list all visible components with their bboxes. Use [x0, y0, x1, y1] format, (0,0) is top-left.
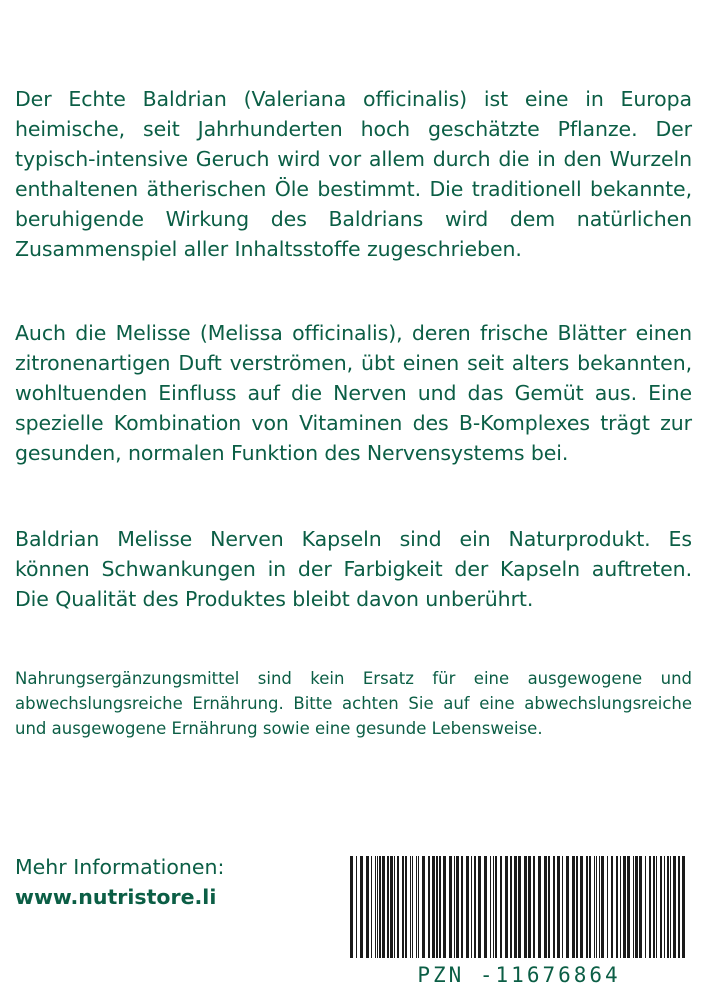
barcode-bar [576, 856, 578, 958]
melisse-paragraph: Auch die Melisse (Melissa officinalis), deren frische Blätter einen zitronenartigen Duft verströmen, übt einen seit alters bekannten, wohltuenden Einfluss auf die Nerven und das Gemüt aus. Eine spezielle Kombination von Vitaminen des B-Komplexes trägt zur gesunden, normalen Funktion des Nervensystems bei. [15, 321, 692, 465]
barcode-bar [474, 856, 476, 958]
barcode-bar [432, 856, 435, 958]
barcode-bar [566, 856, 569, 958]
barcode-bar [514, 856, 517, 958]
barcode-bar [478, 856, 481, 958]
barcode-bar [350, 856, 353, 958]
barcode-bar [635, 856, 638, 958]
barcode-bar [645, 856, 646, 958]
barcode-bar [493, 856, 494, 958]
website-link[interactable]: www.nutristore.li [15, 885, 217, 909]
barcode-bar [518, 856, 521, 958]
barcode-bar [670, 856, 671, 958]
barcode-bar [611, 856, 613, 958]
barcode-bar [553, 856, 555, 958]
barcode-bar [660, 856, 662, 958]
barcode-bar [656, 856, 657, 958]
barcode-bar [667, 856, 669, 958]
barcode-bar [557, 856, 560, 958]
barcode-bar [601, 856, 604, 958]
barcode-bar [375, 856, 376, 958]
barcode-bar [653, 856, 655, 958]
barcode-bar [533, 856, 535, 958]
barcode-bar [505, 856, 508, 958]
barcode-bar [510, 856, 512, 958]
baldrian-paragraph: Der Echte Baldrian (Valeriana officinalis) ist eine in Europa heimische, seit Jahrhunderten hoch geschätzte Pflanze. Der typisch-intensive Geruch wird vor allem durch die in den Wurzeln enthaltenen ätherischen Öle bestimmt. Die traditionell bekannte, beruhigende Wirkung des Baldrians wird dem natürlichen Zusammenspiel aller Inhaltsstoffe zugeschrieben. [15, 87, 692, 261]
barcode-bar [436, 856, 438, 958]
barcode-bar [484, 856, 487, 958]
barcode-bar [412, 856, 413, 958]
barcode-bar [377, 856, 378, 958]
barcode-bar [443, 856, 446, 958]
barcode-bar [538, 856, 541, 958]
barcode-bar [639, 856, 642, 958]
barcode-bar [418, 856, 419, 958]
barcode-bar [456, 856, 459, 958]
more-info-label: Mehr Informationen: [15, 855, 225, 879]
barcode-bar [382, 856, 385, 958]
barcode-bar [471, 856, 472, 958]
barcode-bar [589, 856, 591, 958]
barcode-bar [620, 856, 621, 958]
barcode-bar [616, 856, 618, 958]
barcode-bar [422, 856, 425, 958]
barcode-bar [528, 856, 531, 958]
barcode-bar [596, 856, 597, 958]
barcode-bar [673, 856, 676, 958]
barcode-bar [627, 856, 630, 958]
barcode-bar [548, 856, 550, 958]
barcode-bar [394, 856, 395, 958]
barcode-bar [524, 856, 527, 958]
barcode-bar [678, 856, 680, 958]
barcode-bar [371, 856, 372, 958]
barcode-bar [397, 856, 399, 958]
barcode-bar [410, 856, 411, 958]
barcode-bar [402, 856, 404, 958]
barcode-bar [500, 856, 502, 958]
barcode-bar [387, 856, 389, 958]
barcode-bar [360, 856, 363, 958]
barcode-bar [379, 856, 381, 958]
barcode-bar [490, 856, 491, 958]
pzn-number: PZN -11676864 [417, 963, 621, 987]
barcode-bar [454, 856, 455, 958]
barcode-bar [466, 856, 469, 958]
barcode-bar [405, 856, 407, 958]
barcode-bar [599, 856, 600, 958]
barcode-bar [586, 856, 588, 958]
barcode-bar [416, 856, 417, 958]
barcode-bar [633, 856, 634, 958]
barcode-bar [649, 856, 651, 958]
barcode-bar [449, 856, 452, 958]
barcode-bar [682, 856, 685, 958]
barcode-bar [428, 856, 430, 958]
naturprodukt-paragraph: Baldrian Melisse Nerven Kapseln sind ein Naturprodukt. Es können Schwankungen in der Farbigkeit der Kapseln auftreten. Die Qualität des Produktes bleibt davon unberührt. [15, 527, 692, 611]
barcode-bar [562, 856, 563, 958]
disclaimer-text: Nahrungsergänzungsmittel sind kein Ersatz für eine ausgewogene und abwechslungsreiche Ernährung. Bitte achten Sie auf eine abwechslungsreiche und ausgewogene Ernährung sowie eine gesunde Lebensweise. [15, 669, 692, 738]
barcode-bar [572, 856, 575, 958]
barcode-bar [356, 856, 357, 958]
barcode-bar [544, 856, 547, 958]
more-info-block [15, 852, 224, 912]
barcode-bar [594, 856, 595, 958]
barcode-bar [390, 856, 393, 958]
barcode-bars [350, 856, 688, 958]
barcode-bar [366, 856, 369, 958]
barcode-bar [439, 856, 441, 958]
barcode-bar [580, 856, 583, 958]
barcode-bar [461, 856, 463, 958]
barcode-bar [607, 856, 608, 958]
barcode-bar [623, 856, 626, 958]
barcode [350, 856, 688, 988]
barcode-bar [495, 856, 497, 958]
barcode-bar [664, 856, 665, 958]
